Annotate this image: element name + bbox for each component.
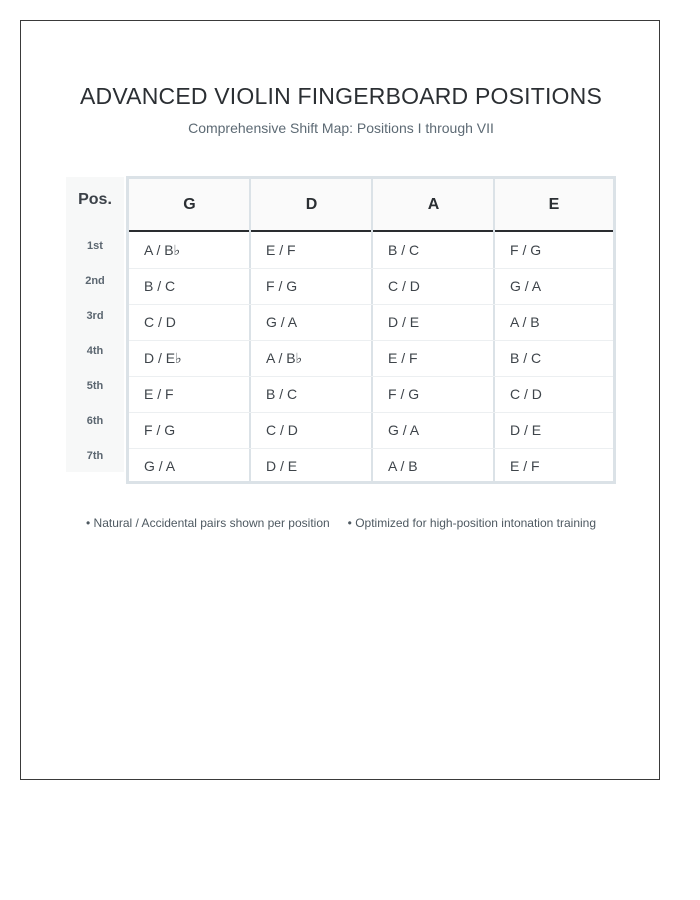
table-cell: F / G (266, 278, 298, 294)
position-label: 4th (86, 345, 104, 357)
position-column (66, 177, 124, 472)
position-label: 5th (86, 380, 104, 392)
table-cell: D / E♭ (144, 350, 182, 366)
table-cell: B / C (388, 242, 420, 258)
table-cell: E / F (388, 350, 418, 366)
string-header-g: G (183, 196, 196, 213)
string-header-d: D (305, 196, 318, 213)
table-cell: G / A (144, 458, 176, 474)
table-cell: F / G (388, 386, 420, 402)
position-label: 7th (86, 450, 104, 462)
table-cell: G / A (266, 314, 298, 330)
table-cell: D / E (388, 314, 420, 330)
table-cell: C / D (266, 422, 298, 438)
table-cell: G / A (510, 278, 542, 294)
position-label: 6th (86, 415, 104, 427)
string-header-e: E (548, 196, 560, 213)
table-cell: G / A (388, 422, 420, 438)
footnote-training: • Optimized for high-position intonation training (347, 516, 597, 530)
string-header-a: A (427, 196, 440, 213)
position-header: Pos. (78, 191, 112, 208)
page-frame (20, 20, 660, 780)
table-cell: E / F (144, 386, 174, 402)
table-cell: B / C (266, 386, 298, 402)
table-cell: A / B♭ (144, 242, 181, 258)
position-label: 1st (87, 240, 103, 252)
table-cell: B / C (144, 278, 176, 294)
table-cell: E / F (510, 458, 540, 474)
table-cell: D / E (266, 458, 298, 474)
table-cell: F / G (144, 422, 176, 438)
table-cell: D / E (510, 422, 542, 438)
footnote-pairs: • Natural / Accidental pairs shown per position (86, 516, 330, 530)
page-title: ADVANCED VIOLIN FINGERBOARD POSITIONS (79, 83, 602, 109)
position-label: 2nd (85, 275, 105, 287)
table-cell: A / B (388, 458, 418, 474)
footnotes (86, 516, 596, 530)
table-cell: A / B (510, 314, 540, 330)
fingerboard-table (126, 176, 616, 484)
table-cell: E / F (266, 242, 296, 258)
table-cell: C / D (144, 314, 176, 330)
table-cell: F / G (510, 242, 542, 258)
table-cell: A / B♭ (266, 350, 303, 366)
position-label: 3rd (86, 310, 104, 322)
table-cell: C / D (510, 386, 542, 402)
table-cell: C / D (388, 278, 420, 294)
page-subtitle: Comprehensive Shift Map: Positions I through VII (188, 120, 494, 136)
table-cell: B / C (510, 350, 542, 366)
